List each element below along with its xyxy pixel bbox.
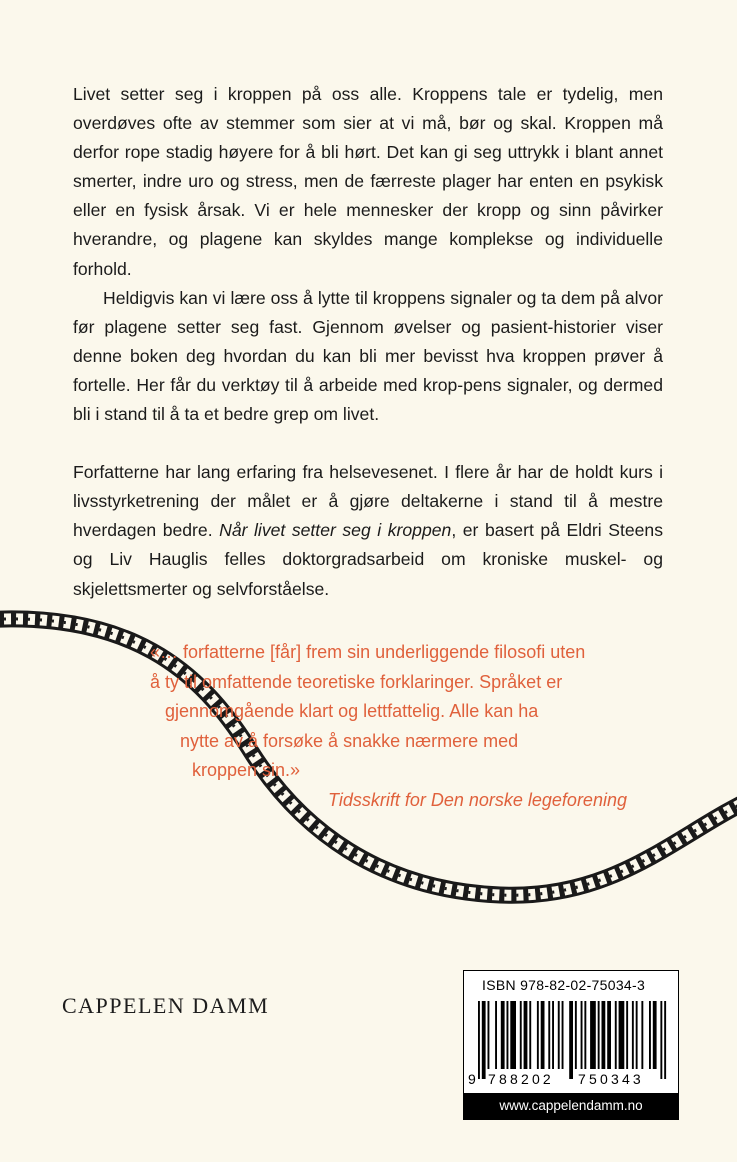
barcode-bar [602,1001,606,1069]
barcode-bar [653,1001,657,1069]
barcode-bar [501,1001,505,1069]
barcode-bar [581,1001,583,1069]
isbn-digits [464,1067,678,1091]
isbn-digits-right: 750343 [578,1071,644,1087]
barcode-bar [615,1001,617,1069]
isbn-label: ISBN 978-82-02-75034-3 [482,977,646,993]
barcode-bar [562,1001,564,1069]
barcode-bar [529,1001,531,1069]
barcode-bar [641,1001,643,1069]
blurb-paragraph-3-end: , er basert på Eldri Steens og Liv Hauglis felles doktorgradsarbeid om kroniske muskel- og skjelettsmerter og selvforståelse. [73,520,664,599]
barcode-bar [541,1001,545,1069]
barcode-bar [590,1001,596,1069]
blurb-text [73,80,663,604]
barcode-bar [524,1001,528,1069]
barcode-bar [520,1001,522,1069]
isbn-digits-left: 788202 [488,1071,554,1087]
barcode-bar [632,1001,634,1069]
isbn-barcode-box [463,970,679,1120]
barcode-bar [584,1001,586,1069]
blurb-paragraph-3-start: Forfatterne har lang erfaring fra helsevesenet. I flere år har de holdt kurs i livsstyrketrening der målet er å gjøre deltakerne i stand til å mestre hverdagen bedre. [73,462,663,541]
barcode-bar [552,1001,554,1069]
barcode-bar [626,1001,628,1069]
barcode-bar [607,1001,611,1069]
quote-source: Tidsskrift for Den norske legeforening [328,789,627,810]
quote-line: nytte av å forsøke å snakke nærmere med [180,730,519,751]
blurb-paragraph-1: Livet setter seg i kroppen på oss alle. Kroppens tale er tydelig, men overdøves ofte av stemmer som sier at vi må, bør og skal. Kroppen må derfor rope stadig høyere for å bli hørt. Det kan gi seg uttrykk i blant annet smerter, indre uro og stress, men de færreste plager har enten en psykisk eller en fysisk årsak. Vi er hele mennesker der kropp og sinn påvirker hverandre, og plagene kan skyldes mange komplekse og individuelle forhold. [73,84,663,279]
quote-line: gjennomgående klart og lettfattelig. Alle kan ha [165,701,539,721]
quote-line: «… forfatterne [får] frem sin underliggende filosofi uten [150,642,586,662]
barcode-bar [507,1001,509,1069]
barcode-bar [495,1001,497,1069]
barcode-bar [558,1001,560,1069]
publisher-logo: CAPPELEN DAMM [62,993,270,1018]
barcode-bar [649,1001,651,1069]
book-title-reference: Når livet setter seg i kroppen [219,520,452,541]
barcode-bar [510,1001,516,1069]
blurb-paragraph-2: Heldigvis kan vi lære oss å lytte til kroppens signaler og ta dem på alvor før plagene setter seg fast. Gjennom øvelser og pasient-historier viser denne boken deg hvordan du kan bli mer bevisst hva kroppen prøver å fortelle. Her får du verktøy til å arbeide med krop-pens signaler, og dermed bli i stand til å ta et bedre grep om livet. [73,287,663,425]
barcode-bar [619,1001,625,1069]
barcode-bar [598,1001,600,1069]
review-quote [150,638,650,815]
blurb-paragraph-3 [73,458,663,603]
publisher-url: www.cappelendamm.no [464,1093,678,1119]
isbn-digit-lead: 9 [468,1071,476,1087]
barcode-bar [537,1001,539,1069]
quote-line: å ty til omfattende teoretiske forklaringer. Språket er [150,671,563,692]
barcode-bar [575,1001,577,1069]
barcode-bar [488,1001,490,1069]
barcode-bar [548,1001,550,1069]
quote-line: kroppen sin.» [192,760,301,780]
barcode-bar [636,1001,638,1069]
